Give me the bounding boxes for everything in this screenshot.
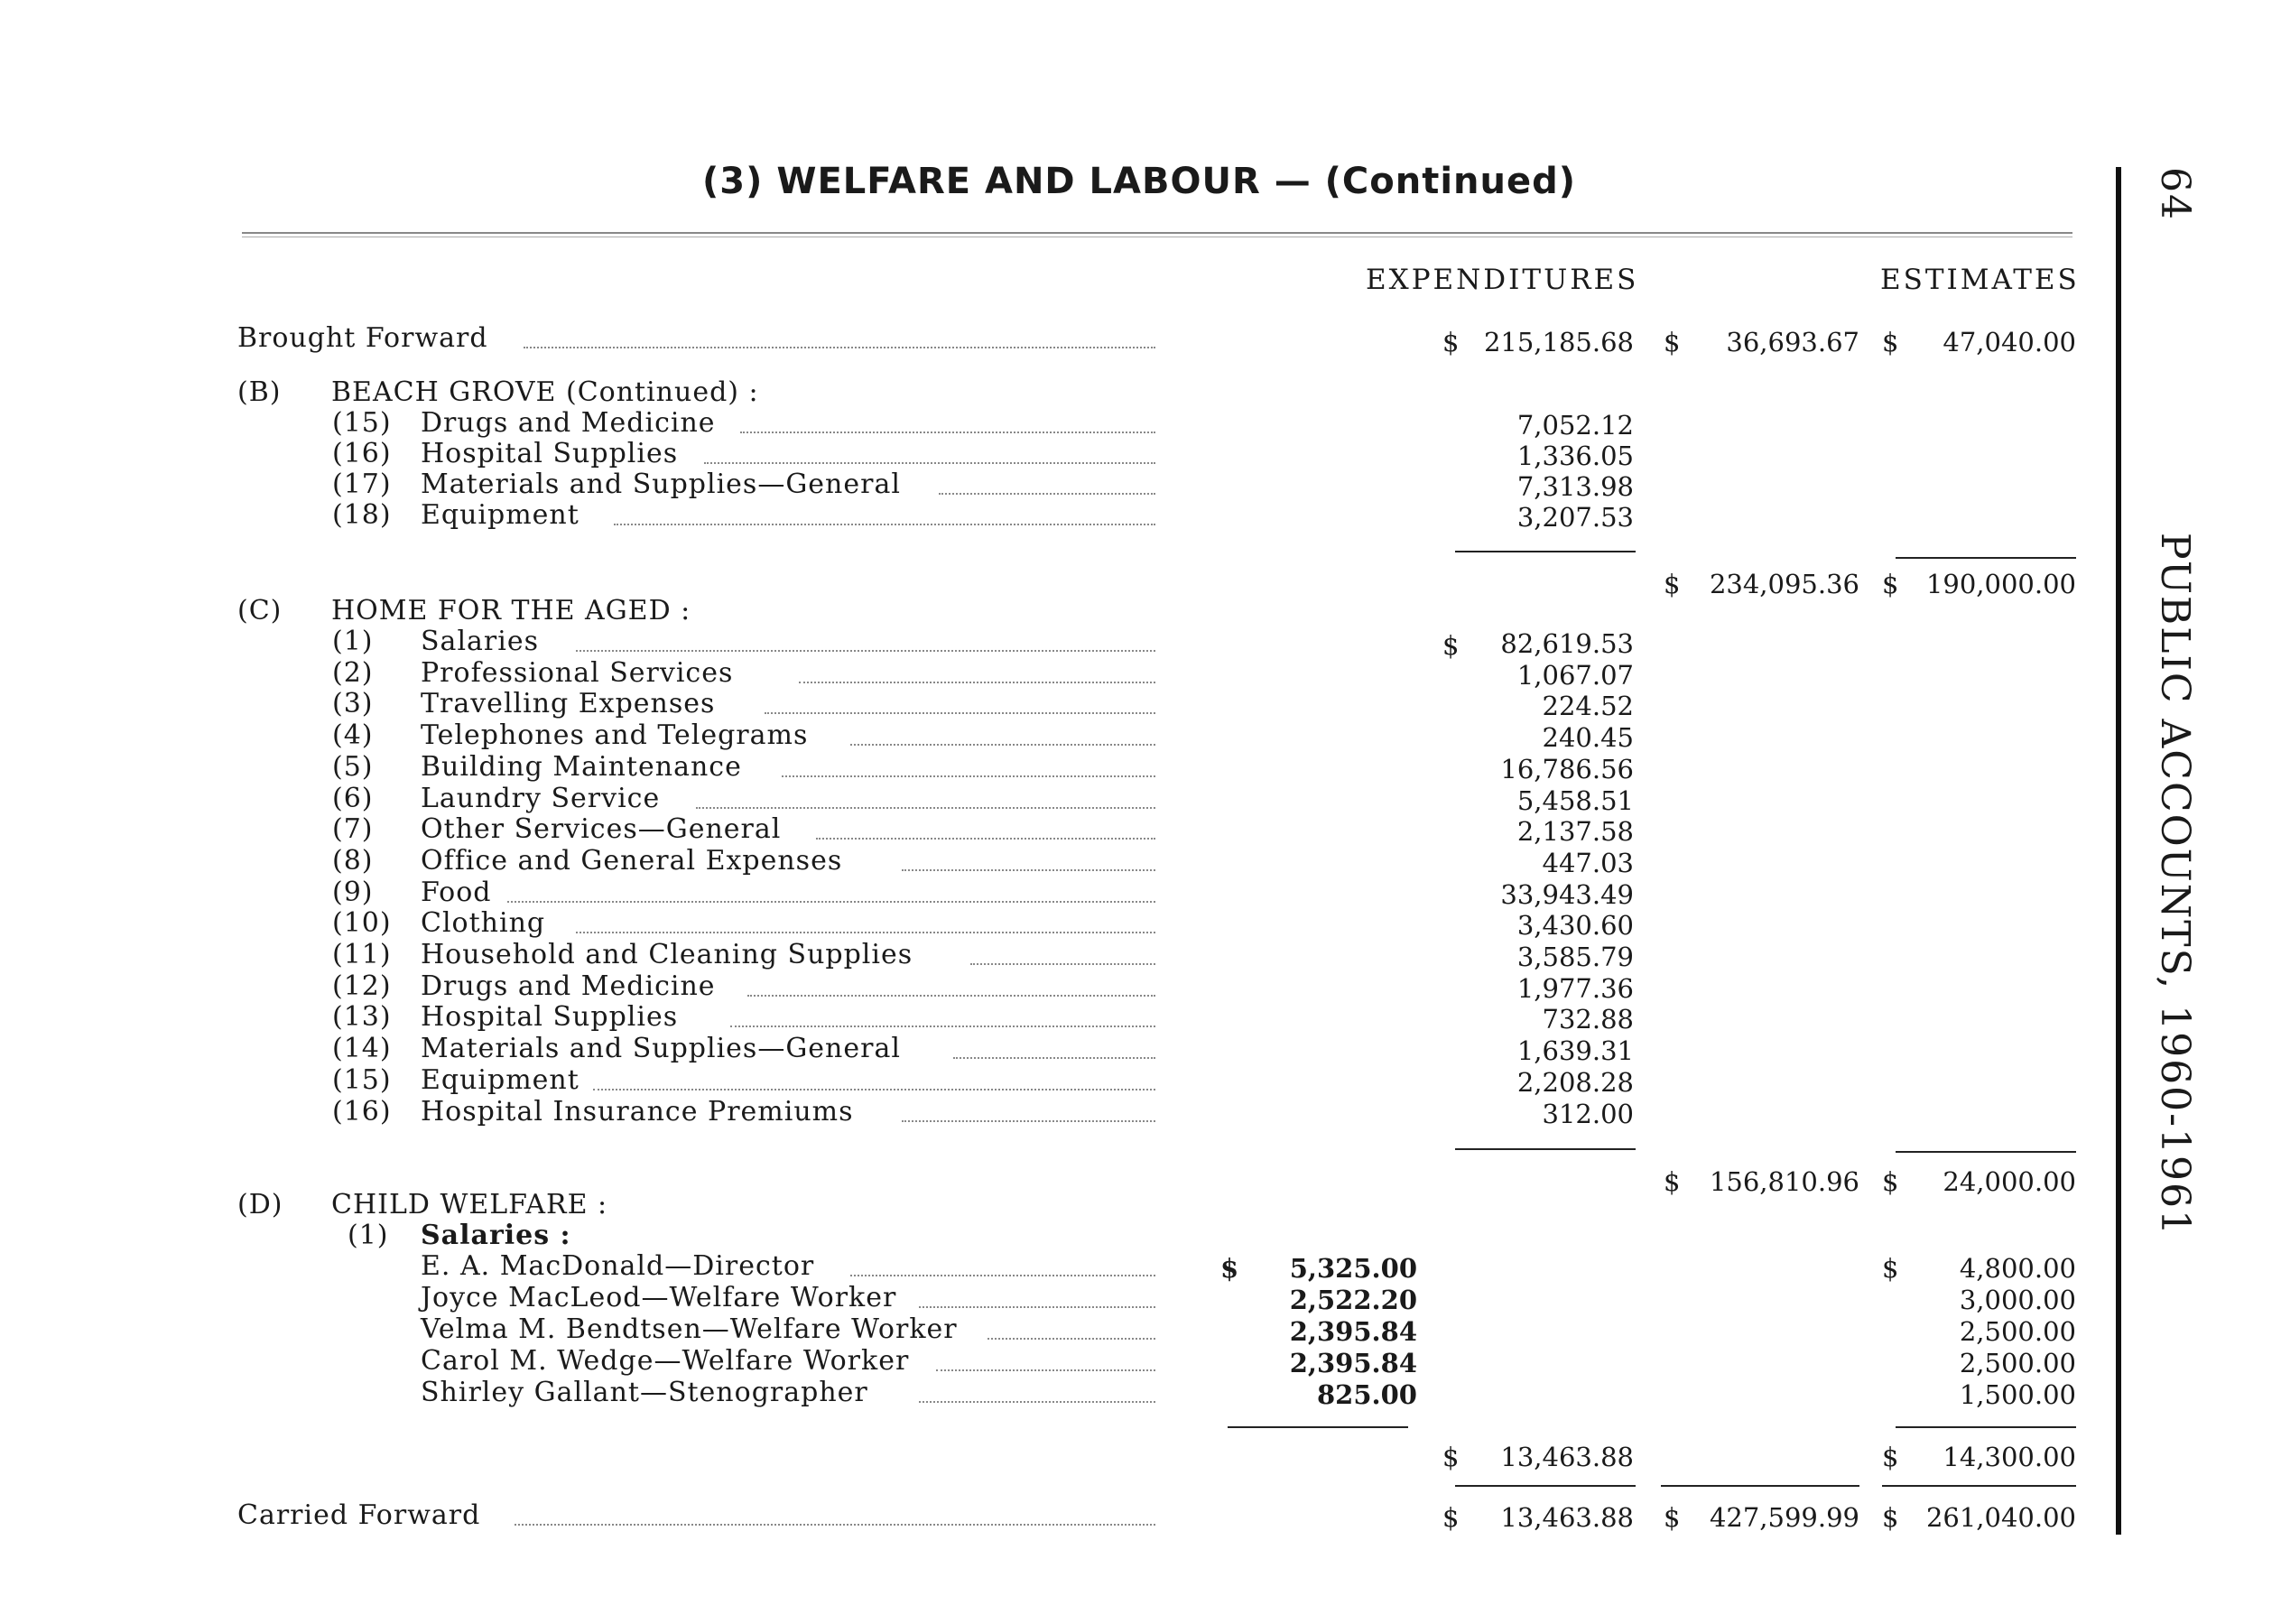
section-heading: CHILD WELFARE :: [331, 1189, 608, 1220]
item-label: Drugs and Medicine: [421, 407, 716, 439]
item-expenditure: 3,585.79: [1516, 942, 1634, 972]
salary-amount: 2,395.84: [1289, 1316, 1417, 1347]
currency-sign: $: [1664, 1166, 1681, 1197]
section-heading: BEACH GROVE (Continued) :: [331, 376, 759, 408]
salary-name: Shirley Gallant—Stenographer: [421, 1377, 868, 1408]
item-label: Salaries: [421, 626, 540, 657]
section-total: 156,810.96: [1709, 1166, 1859, 1197]
currency-sign: $: [1442, 1442, 1460, 1472]
item-expenditure: 3,207.53: [1516, 502, 1634, 533]
item-label: Hospital Supplies: [421, 1001, 679, 1033]
currency-sign: $: [1442, 327, 1460, 357]
dot-leader: [902, 869, 1155, 871]
item-label: Telephones and Telegrams: [421, 719, 809, 751]
section-letter: (C): [237, 595, 283, 626]
dot-leader: [507, 901, 1155, 903]
margin-bar: [2116, 167, 2121, 1535]
section-letter: (D): [237, 1189, 283, 1220]
total-rule: [1455, 1485, 1636, 1487]
expenditures-column-header: EXPENDITURES: [1366, 264, 1639, 296]
currency-sign: $: [1882, 1253, 1899, 1284]
dot-leader: [902, 1120, 1155, 1122]
item-label: Equipment: [421, 499, 580, 531]
page-number: 64: [2152, 167, 2198, 221]
salary-amount: 2,522.20: [1289, 1285, 1417, 1315]
salary-estimate: 2,500.00: [1959, 1348, 2076, 1378]
currency-sign: $: [1882, 327, 1899, 357]
item-label: Hospital Insurance Premiums: [421, 1096, 854, 1128]
dot-leader: [730, 1025, 1155, 1027]
header-rule: [242, 232, 2072, 234]
item-number: (8): [332, 845, 374, 877]
item-label: Building Maintenance: [421, 751, 742, 783]
item-label: Office and General Expenses: [421, 845, 843, 877]
estimate-rule: [1896, 557, 2076, 559]
currency-sign: $: [1220, 1253, 1239, 1284]
item-expenditure: 1,639.31: [1516, 1035, 1634, 1066]
item-number: (15): [332, 407, 392, 439]
currency-sign: $: [1664, 327, 1681, 357]
item-number: (5): [332, 751, 374, 783]
item-number: (16): [332, 1096, 392, 1128]
item-label: Other Services—General: [421, 813, 782, 845]
dot-leader: [799, 682, 1155, 683]
salary-estimate: 2,500.00: [1959, 1316, 2076, 1347]
salary-amount: 5,325.00: [1289, 1253, 1417, 1284]
brought-forward-total: 36,693.67: [1726, 327, 1859, 357]
dot-leader: [765, 712, 1155, 714]
item-expenditure: 5,458.51: [1516, 785, 1634, 816]
item-expenditure: 447.03: [1542, 848, 1634, 878]
section-heading: HOME FOR THE AGED :: [331, 595, 691, 626]
carried-forward-estimate: 261,040.00: [1925, 1502, 2076, 1533]
item-number: (6): [332, 783, 374, 814]
dot-leader: [850, 744, 1155, 746]
salary-name: Velma M. Bendtsen—Welfare Worker: [421, 1313, 958, 1345]
brought-forward-expenditure: 215,185.68: [1483, 327, 1634, 357]
carried-forward-total: 427,599.99: [1709, 1502, 1859, 1533]
item-label: Materials and Supplies—General: [421, 469, 901, 500]
estimates-column-header: ESTIMATES: [1880, 264, 2080, 296]
item-number: (9): [332, 877, 374, 908]
total-rule: [1661, 1485, 1859, 1487]
salary-estimate: 1,500.00: [1959, 1379, 2076, 1410]
salary-amount: 825.00: [1317, 1379, 1417, 1410]
dot-leader: [696, 807, 1155, 809]
dot-leader: [515, 1524, 1155, 1526]
dot-leader: [850, 1275, 1155, 1276]
page-title: (3) WELFARE AND LABOUR — (Continued): [702, 161, 1577, 202]
item-number: (12): [332, 970, 392, 1002]
estimate-rule: [1896, 1426, 2076, 1428]
brought-forward-estimate: 47,040.00: [1943, 327, 2076, 357]
item-expenditure: 3,430.60: [1516, 910, 1634, 941]
currency-sign: $: [1882, 569, 1899, 599]
item-expenditure: 240.45: [1542, 722, 1634, 753]
section-total: 234,095.36: [1709, 569, 1859, 599]
currency-sign: $: [1664, 569, 1681, 599]
subtotal-rule: [1455, 1148, 1636, 1150]
item-number: (11): [332, 939, 392, 970]
dot-leader: [747, 995, 1155, 997]
item-number: (10): [332, 907, 392, 939]
salary-name: Joyce MacLeod—Welfare Worker: [421, 1282, 897, 1313]
item-expenditure: 312.00: [1542, 1099, 1634, 1129]
salary-estimate: 4,800.00: [1959, 1253, 2076, 1284]
item-expenditure: 1,067.07: [1516, 660, 1634, 691]
total-rule: [1882, 1485, 2076, 1487]
item-label: Equipment: [421, 1064, 580, 1096]
item-number: (14): [332, 1033, 392, 1064]
item-expenditure: 16,786.56: [1500, 754, 1634, 784]
item-expenditure: 33,943.49: [1500, 879, 1634, 910]
salary-name: E. A. MacDonald—Director: [421, 1250, 815, 1282]
item-label: Food: [421, 877, 492, 908]
subtotal-rule: [1455, 551, 1636, 552]
brought-forward-label: Brought Forward: [237, 322, 488, 354]
item-expenditure: 1,977.36: [1516, 973, 1634, 1004]
currency-sign: $: [1442, 1502, 1460, 1533]
currency-sign: $: [1882, 1166, 1899, 1197]
dot-leader: [782, 775, 1155, 777]
dot-leader: [740, 432, 1155, 433]
item-number: (7): [332, 813, 374, 845]
item-expenditure: 732.88: [1542, 1004, 1634, 1035]
item-expenditure: 224.52: [1542, 691, 1634, 721]
dot-leader: [988, 1338, 1155, 1340]
item-label: Household and Cleaning Supplies: [421, 939, 913, 970]
section-estimate: 190,000.00: [1925, 569, 2076, 599]
dot-leader: [919, 1401, 1155, 1403]
item-number: (1): [348, 1220, 389, 1251]
currency-sign: $: [1882, 1502, 1899, 1533]
item-label: Hospital Supplies: [421, 438, 679, 469]
item-expenditure: 1,336.05: [1516, 441, 1634, 471]
dot-leader: [919, 1306, 1155, 1308]
dot-leader: [593, 1089, 1155, 1090]
salary-name: Carol M. Wedge—Welfare Worker: [421, 1345, 910, 1377]
dot-leader: [936, 1369, 1155, 1371]
item-number: (17): [332, 469, 392, 500]
dot-leader: [576, 932, 1155, 933]
item-number: (16): [332, 438, 392, 469]
side-title: PUBLIC ACCOUNTS, 1960-1961: [2152, 533, 2198, 1237]
salaries-heading: Salaries :: [421, 1220, 571, 1251]
item-number: (13): [332, 1001, 392, 1033]
item-number: (2): [332, 657, 374, 689]
salary-estimate: 3,000.00: [1959, 1285, 2076, 1315]
dot-leader: [614, 524, 1155, 525]
item-expenditure: 82,619.53: [1500, 628, 1634, 659]
item-label: Professional Services: [421, 657, 734, 689]
item-expenditure: 2,137.58: [1516, 816, 1634, 847]
item-expenditure: 2,208.28: [1516, 1067, 1634, 1098]
currency-sign: $: [1442, 630, 1460, 661]
carried-forward-expenditure: 13,463.88: [1500, 1502, 1634, 1533]
salaries-subtotal: 13,463.88: [1500, 1442, 1634, 1472]
dot-leader: [576, 650, 1155, 652]
dot-leader: [704, 462, 1155, 464]
item-number: (3): [332, 688, 374, 719]
carried-forward-label: Carried Forward: [237, 1499, 481, 1531]
item-number: (4): [332, 719, 374, 751]
item-label: Clothing: [421, 907, 546, 939]
item-label: Drugs and Medicine: [421, 970, 716, 1002]
dot-leader: [524, 347, 1155, 348]
item-label: Materials and Supplies—General: [421, 1033, 901, 1064]
dot-leader: [939, 493, 1155, 495]
currency-sign: $: [1664, 1502, 1681, 1533]
dot-leader: [953, 1057, 1155, 1059]
currency-sign: $: [1882, 1442, 1899, 1472]
section-estimate: 24,000.00: [1943, 1166, 2076, 1197]
item-label: Laundry Service: [421, 783, 661, 814]
dot-leader: [970, 963, 1155, 965]
salary-amount: 2,395.84: [1289, 1348, 1417, 1378]
dot-leader: [816, 838, 1155, 840]
item-label: Travelling Expenses: [421, 688, 716, 719]
item-number: (15): [332, 1064, 392, 1096]
section-letter: (B): [237, 376, 282, 408]
item-expenditure: 7,313.98: [1516, 471, 1634, 502]
item-number: (18): [332, 499, 392, 531]
salaries-estimate-subtotal: 14,300.00: [1943, 1442, 2076, 1472]
item-number: (1): [332, 626, 374, 657]
item-expenditure: 7,052.12: [1516, 410, 1634, 441]
estimate-rule: [1896, 1151, 2076, 1153]
salary-total-rule: [1228, 1426, 1408, 1428]
